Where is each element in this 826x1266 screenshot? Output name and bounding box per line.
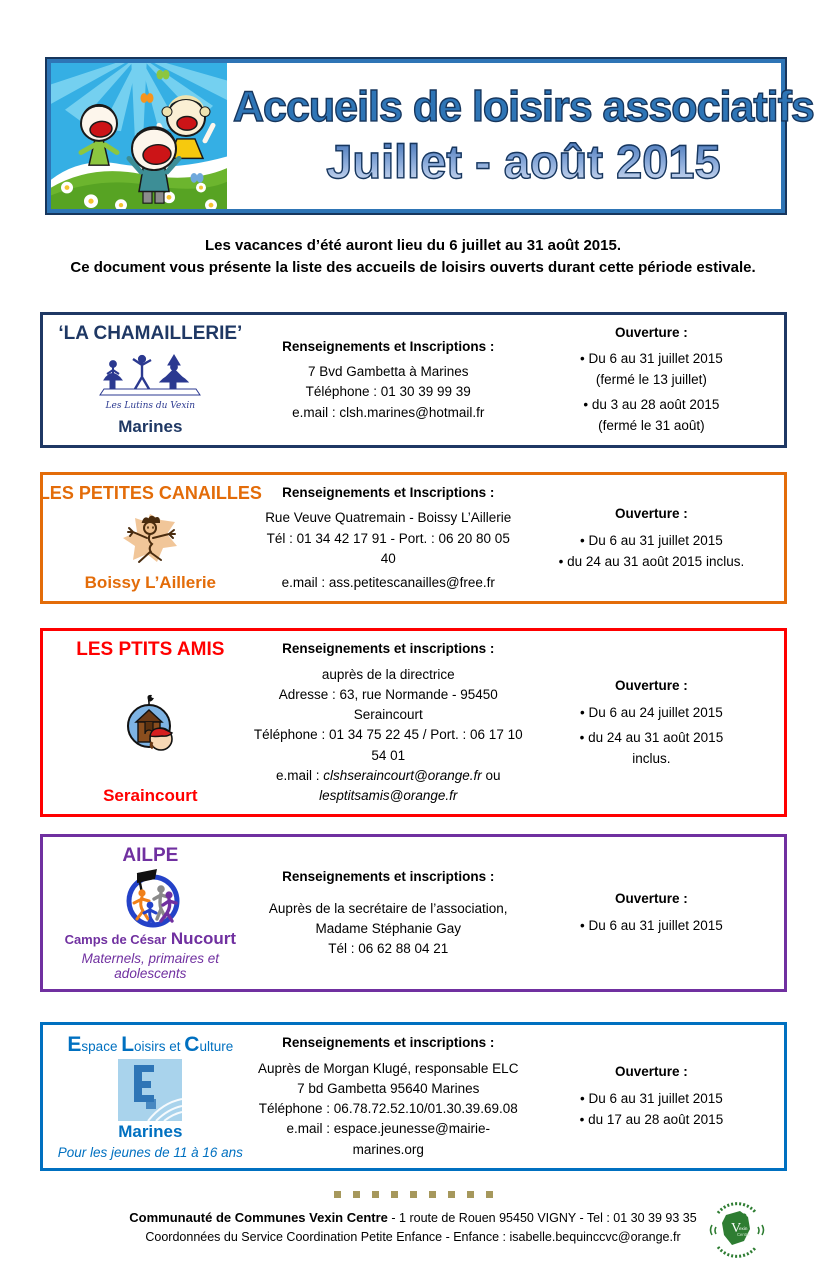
footer-org-name: Communauté de Communes Vexin Centre bbox=[129, 1209, 388, 1225]
center-card-ptits-amis bbox=[40, 628, 787, 817]
info-line: Téléphone : 01 30 39 99 39 bbox=[305, 384, 471, 400]
svg-text:Centre: Centre bbox=[737, 1231, 750, 1237]
info-line: Rue Veuve Quatremain - Boissy L’Aillerie bbox=[265, 510, 512, 526]
children-playing-illustration bbox=[51, 63, 227, 209]
center-location: Seraincourt bbox=[103, 786, 198, 806]
center-location: Marines bbox=[118, 1121, 183, 1141]
info-line-email: e.mail : clshseraincourt@orange.fr ou bbox=[275, 767, 501, 783]
footer-contact-line: Coordonnées du Service Coordination Petite Enfance - Enfance : isabelle.bequinccvc@orange.fr bbox=[145, 1229, 681, 1244]
center-tagline: Maternels, primaires et adolescents bbox=[81, 951, 219, 982]
header-banner bbox=[45, 57, 814, 215]
intro-line-1: Les vacances d’été auront lieu du 6 juillet au 31 août 2015. bbox=[205, 237, 621, 254]
center-name: ‘LA CHAMAILLERIE’ bbox=[58, 322, 243, 344]
page-title: Accueils de loisirs associatifs bbox=[233, 82, 814, 131]
info-line: e.mail : ass.petitescanailles@free.fr bbox=[281, 575, 495, 591]
info-title: Renseignements et inscriptions : bbox=[282, 1035, 495, 1051]
intro-paragraph bbox=[0, 235, 826, 279]
header-banner-frame bbox=[47, 59, 814, 213]
center-card-petites-canailles bbox=[40, 472, 787, 604]
info-title: Renseignements et inscriptions : bbox=[282, 869, 495, 885]
opening-title: Ouverture : bbox=[615, 1064, 688, 1080]
info-line: Tél : 06 62 88 04 21 bbox=[328, 941, 449, 957]
opening-item: • du 3 au 28 août 2015 bbox=[583, 395, 719, 416]
center-name: AILPE bbox=[122, 845, 179, 867]
center-name: Espace Loisirs et Culture bbox=[67, 1033, 234, 1057]
opening-title: Ouverture : bbox=[615, 678, 688, 694]
center-tagline: Pour les jeunes de 11 à 16 ans bbox=[57, 1144, 243, 1160]
info-line: e.mail : espace.jeunesse@mairie-marines.org bbox=[286, 1121, 491, 1157]
info-line: 7 bd Gambetta 95640 Marines bbox=[297, 1080, 480, 1096]
opening-title: Ouverture : bbox=[615, 891, 688, 907]
info-title: Renseignements et Inscriptions : bbox=[282, 485, 495, 501]
info-line: Tél : 01 34 42 17 91 - Port. : 06 20 80 05 bbox=[266, 530, 510, 546]
lutins-logo-caption: Les Lutins du Vexin bbox=[105, 400, 196, 411]
info-line: Madame Stéphanie Gay bbox=[315, 920, 462, 936]
info-line: Téléphone : 06.78.72.52.10/01.30.39.69.08 bbox=[258, 1101, 518, 1117]
info-title: Renseignements et Inscriptions : bbox=[282, 338, 495, 354]
vexin-centre-logo bbox=[706, 1199, 768, 1266]
opening-item: • du 24 au 31 août 2015 inclus. bbox=[559, 552, 745, 573]
opening-title: Ouverture : bbox=[615, 505, 688, 521]
info-line: Auprès de Morgan Klugé, responsable ELC bbox=[258, 1060, 519, 1076]
info-line: Auprès de la secrétaire de l’association, bbox=[268, 900, 508, 916]
info-line: e.mail : clsh.marines@hotmail.fr bbox=[292, 404, 485, 420]
info-line: auprès de la directrice bbox=[321, 666, 455, 682]
email-address: clshseraincourt@orange.fr bbox=[323, 767, 482, 783]
opening-item: • Du 6 au 31 juillet 2015 bbox=[580, 349, 723, 370]
footer bbox=[0, 1191, 826, 1247]
info-line: 7 Bvd Gambetta à Marines bbox=[307, 364, 469, 380]
ailpe-dancers-logo bbox=[117, 867, 183, 929]
elc-logo bbox=[118, 1059, 182, 1121]
dotted-separator bbox=[0, 1191, 826, 1198]
lutins-du-vexin-logo bbox=[98, 351, 202, 411]
opening-title: Ouverture : bbox=[615, 324, 688, 340]
svg-text:V: V bbox=[731, 1220, 742, 1236]
maison-seraincourt-logo bbox=[118, 692, 182, 756]
opening-item: • du 17 au 28 août 2015 bbox=[580, 1110, 724, 1131]
opening-note: (fermé le 13 juillet) bbox=[595, 372, 707, 388]
center-card-chamaillerie bbox=[40, 312, 787, 449]
info-title: Renseignements et inscriptions : bbox=[282, 641, 495, 657]
info-line: Adresse : 63, rue Normande - 95450 Seraincourt bbox=[278, 686, 498, 723]
footer-org-line: Communauté de Communes Vexin Centre - 1 route de Rouen 95450 VIGNY - Tel : 01 30 39 93 35 bbox=[129, 1209, 697, 1225]
opening-note: (fermé le 31 août) bbox=[598, 418, 705, 434]
center-location: Camps de César Nucourt bbox=[64, 929, 237, 949]
petites-canailles-logo bbox=[117, 510, 183, 568]
opening-item: • Du 6 au 31 juillet 2015 bbox=[580, 1089, 723, 1110]
email-address-2: lesptitsamis@orange.fr bbox=[319, 788, 458, 804]
center-location: Boissy L’Aillerie bbox=[84, 573, 216, 593]
opening-item: • Du 6 au 31 juillet 2015 bbox=[580, 531, 723, 552]
center-card-espace-loisirs-culture bbox=[40, 1022, 787, 1171]
center-card-ailpe bbox=[40, 834, 787, 992]
center-name: LES PETITES CANAILLES bbox=[38, 483, 262, 504]
intro-line-2: Ce document vous présente la liste des accueils de loisirs ouverts durant cette période estivale. bbox=[70, 258, 756, 276]
opening-item: • Du 6 au 31 juillet 2015 bbox=[580, 916, 723, 937]
opening-item: • du 24 au 31 août 2015 bbox=[580, 728, 724, 749]
opening-note: inclus. bbox=[632, 750, 671, 766]
svg-text:exin: exin bbox=[739, 1225, 748, 1231]
info-line: 40 bbox=[380, 550, 396, 566]
center-location: Marines bbox=[118, 417, 183, 437]
page-subtitle: Juillet - août 2015 bbox=[326, 134, 721, 188]
center-name: LES PTITS AMIS bbox=[76, 639, 225, 661]
info-line: Téléphone : 01 34 75 22 45 / Port. : 06 17 10 54 01 bbox=[253, 727, 523, 763]
opening-item: • Du 6 au 24 juillet 2015 bbox=[580, 703, 723, 724]
